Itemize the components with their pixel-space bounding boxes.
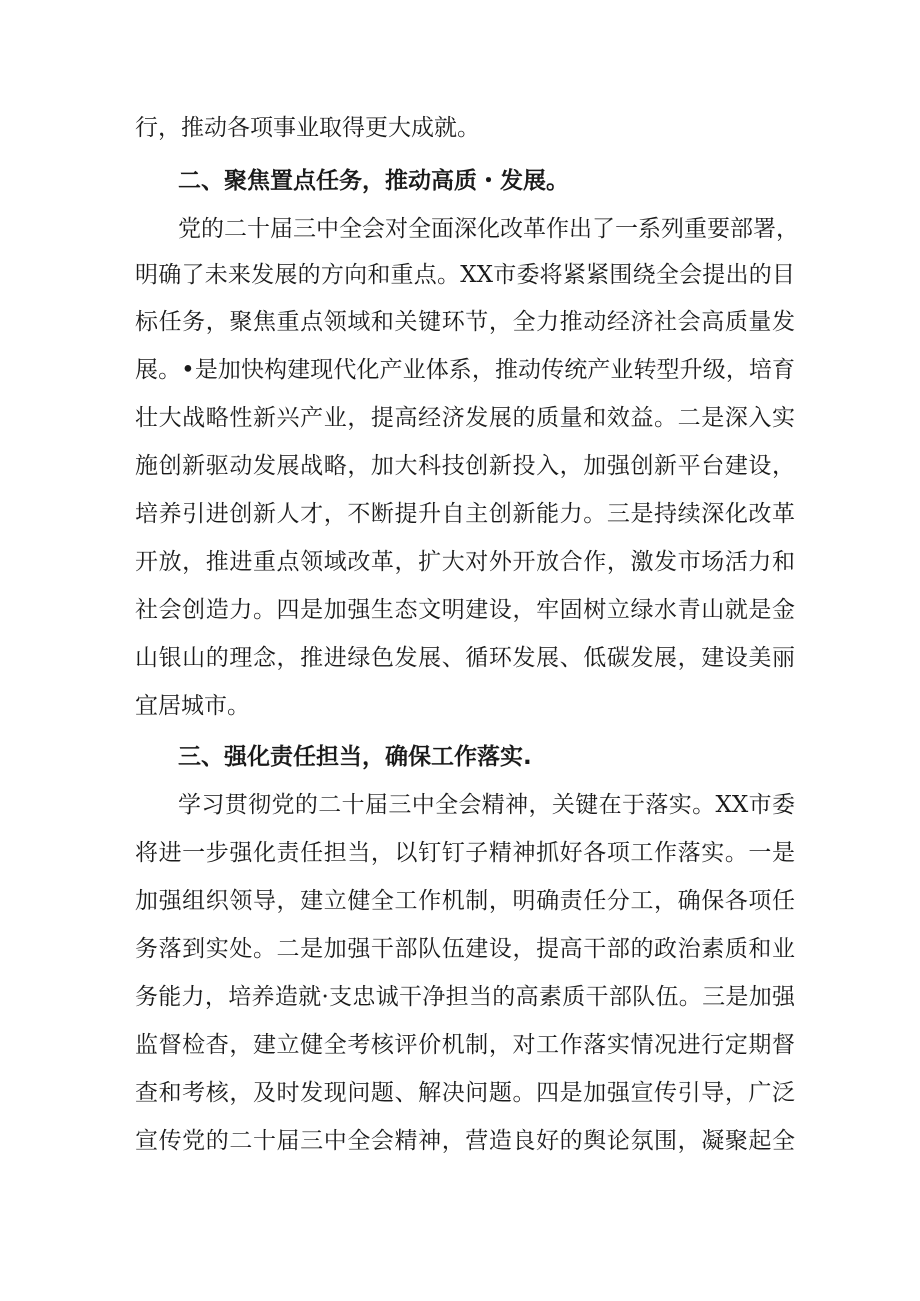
paragraph-line: 培养引进创新人才，不断提升自主创新能力。三是持续深化改革: [135, 501, 795, 527]
paragraph-line: 壮大战略性新兴产业，提高经济发展的质量和效益。二是深入实: [135, 405, 795, 431]
section-heading-3: 三、强化责任担当，确保工作落实.: [178, 744, 532, 770]
paragraph-line: 展。•是加快构建现代化产业体系，推动传统产业转型升级，培育: [135, 357, 795, 383]
paragraph-line: 将进一步强化责任担当，以钉钉子精神抓好各项工作落实。一是: [135, 840, 795, 866]
paragraph-line: 务落到实处。二是加强干部队伍建设，提高干部的政治素质和业: [135, 936, 795, 962]
paragraph-line: 监督检杳，建立健全考核评价机制，对工作落实情况进行定期督: [135, 1032, 795, 1058]
paragraph-line: 宣传党的二十届三中全会精神，营造良好的舆论氛围，凝聚起全: [135, 1128, 795, 1154]
paragraph-line: 山银山的理念，推进绿色发展、循环发展、低碳发展，建设美丽: [135, 645, 795, 671]
section-heading-2: 二、聚焦置点任务，推动高质・发展。: [178, 168, 569, 194]
paragraph-line: 务能力，培养造就·支忠诚干净担当的高素质干部队伍。三是加强: [135, 984, 795, 1010]
paragraph-line: 开放，推进重点领域改革，扩大对外开放合作，激发市场活力和: [135, 549, 795, 575]
paragraph-line: 施创新驱动发展战略，加大科技创新投入，加强创新平台建设，: [135, 453, 795, 479]
paragraph-line: 行，推动各项事业取得更大成就。: [135, 115, 480, 141]
paragraph-line: 学习贯彻党的二十届三中全会精神，关键在于落实。XX市委: [178, 792, 795, 818]
paragraph-line: 党的二十届三中全会对全面深化改革作出了一系列重要部署，: [178, 216, 799, 242]
paragraph-line: 宜居城市。: [135, 693, 250, 719]
paragraph-line: 查和考核，及时发现问题、解决问题。四是加强宣传引导，广泛: [135, 1080, 795, 1106]
paragraph-line: 明确了未来发展的方向和重点。XX市委将紧紧围绕全会提出的目: [135, 262, 795, 288]
paragraph-line: 社会创造力。四是加强生态文明建设，牢固树立绿水青山就是金: [135, 597, 795, 623]
paragraph-line: 加强组织领导，建立健全工作机制，明确责任分工，确保各项任: [135, 888, 795, 914]
paragraph-line: 标任务，聚焦重点领域和关键环节，全力推动经济社会高质量发: [135, 309, 795, 335]
